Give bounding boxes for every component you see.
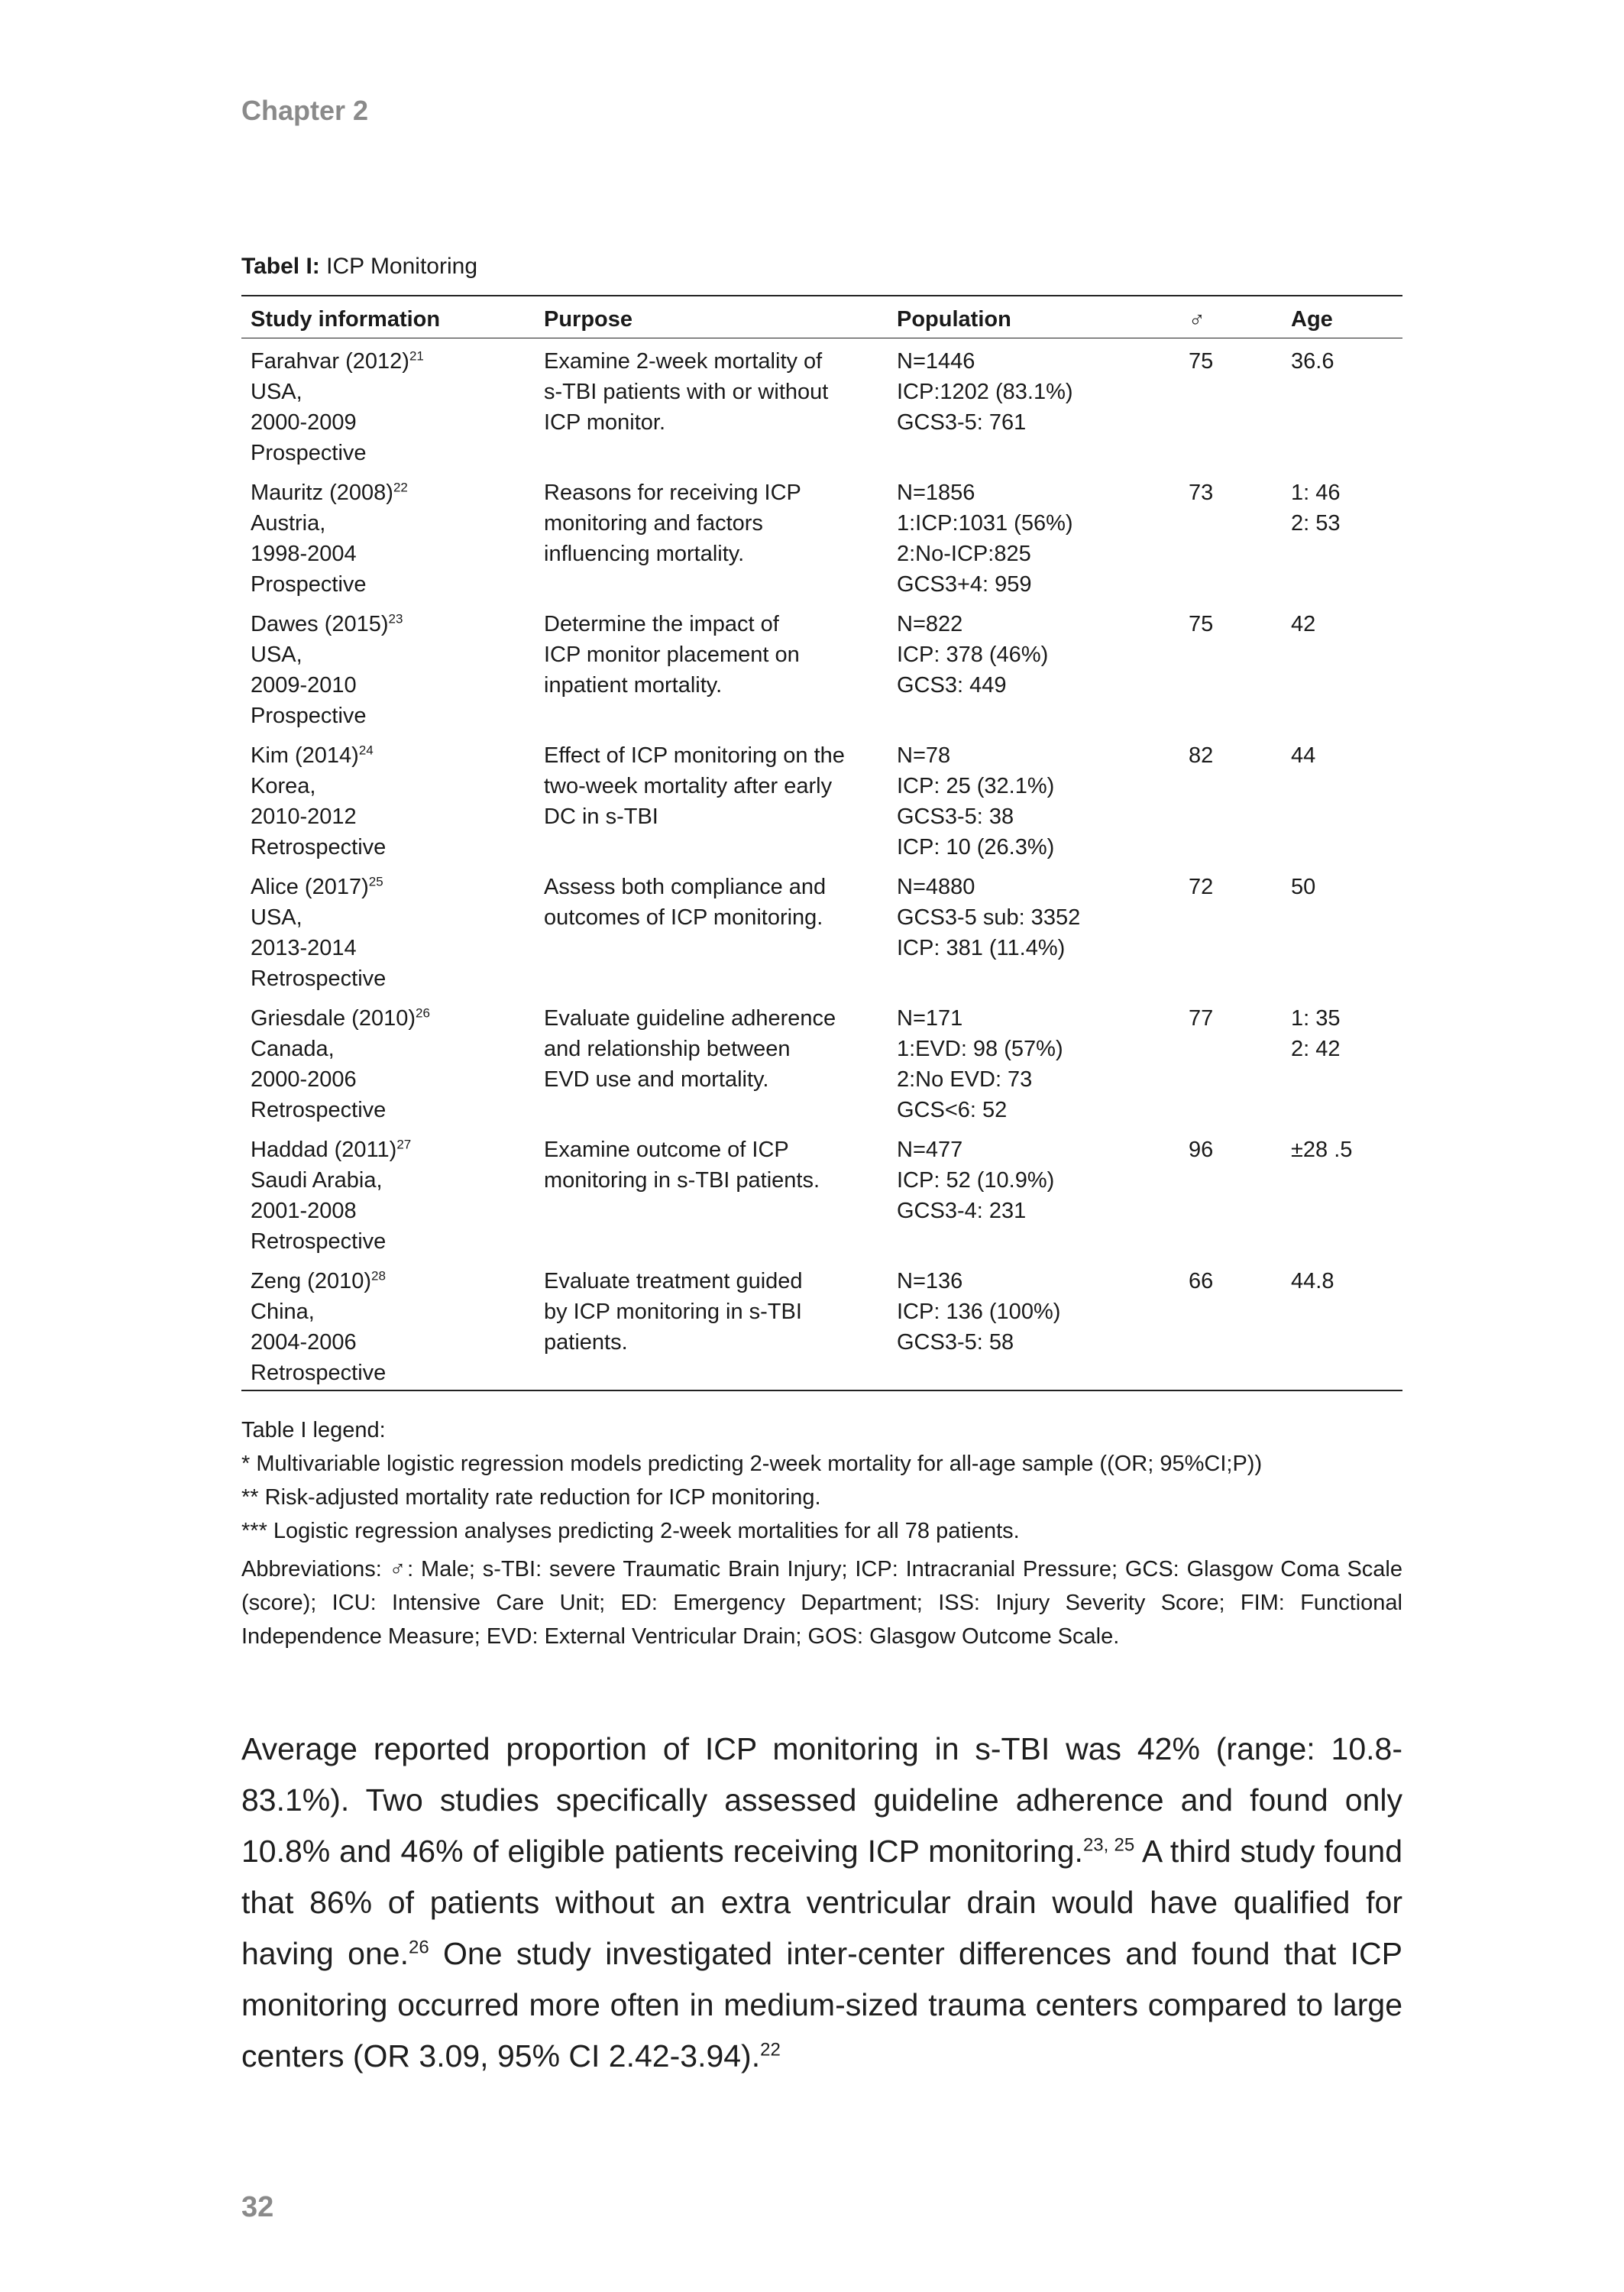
age-cell-text: 2: 42 <box>1291 1037 1341 1061</box>
study-information-cell <box>241 733 535 864</box>
purpose-cell-line <box>544 539 888 569</box>
study-information-cell-text: Canada, <box>251 1037 335 1061</box>
table-row <box>241 733 1402 864</box>
study-information-cell-line <box>251 902 535 933</box>
population-cell-text: N=477 <box>897 1138 963 1162</box>
purpose-cell-text: Evaluate guideline adherence <box>544 1006 836 1031</box>
study-information-cell-text: Retrospective <box>251 966 387 991</box>
age-cell-line <box>1291 478 1402 508</box>
study-information-cell-line <box>251 1297 535 1327</box>
study-information-cell <box>241 1127 535 1258</box>
population-cell-text: GCS3-4: 231 <box>897 1199 1027 1223</box>
table-legend <box>241 1413 1402 1653</box>
purpose-cell-line <box>544 1297 888 1327</box>
population-cell-text: ICP: 136 (100%) <box>897 1300 1061 1324</box>
purpose-cell-line <box>544 1327 888 1358</box>
purpose-cell-line <box>544 639 888 670</box>
purpose-cell-line <box>544 609 888 639</box>
header-study-information: Study information <box>241 296 535 338</box>
population-cell-text: N=1446 <box>897 349 975 374</box>
table-header-row <box>241 296 1402 338</box>
purpose-cell-text: outcomes of ICP monitoring. <box>544 905 823 930</box>
study-information-cell <box>241 1258 535 1390</box>
study-information-cell-line <box>251 771 535 801</box>
purpose-cell-text: DC in s-TBI <box>544 804 658 829</box>
study-information-cell-line <box>251 1003 535 1034</box>
reference-number: 25 <box>368 874 383 889</box>
study-information-cell-line <box>251 1135 535 1165</box>
purpose-cell-line <box>544 1266 888 1297</box>
population-cell-line <box>897 478 1179 508</box>
purpose-cell-line <box>544 1034 888 1064</box>
age-cell-text: 1: 35 <box>1291 1006 1341 1031</box>
male-percent-cell: 72 <box>1189 875 1214 899</box>
age-cell-line <box>1291 1135 1402 1165</box>
study-information-cell-text: 2010-2012 <box>251 804 357 829</box>
age-cell-line <box>1291 1266 1402 1297</box>
population-cell <box>888 338 1179 471</box>
population-cell-line <box>897 771 1179 801</box>
purpose-cell-text: and relationship between <box>544 1037 791 1061</box>
purpose-cell <box>535 470 888 601</box>
study-information-cell <box>241 470 535 601</box>
reference-number: 27 <box>396 1137 412 1152</box>
purpose-cell-text: Evaluate treatment guided <box>544 1269 803 1293</box>
population-cell-text: GCS3: 449 <box>897 673 1007 698</box>
population-cell-line <box>897 1327 1179 1358</box>
study-information-cell-text: Prospective <box>251 572 367 597</box>
study-information-cell-line <box>251 1095 535 1125</box>
age-cell-text: 44 <box>1291 743 1316 768</box>
study-information-cell-text: Haddad (2011) <box>251 1138 397 1162</box>
population-cell-line <box>897 1003 1179 1034</box>
population-cell <box>888 995 1179 1127</box>
table-row <box>241 1127 1402 1258</box>
age-cell-line <box>1291 346 1402 377</box>
study-information-cell-text: 2000-2006 <box>251 1067 357 1092</box>
table-row <box>241 601 1402 733</box>
population-cell-text: N=1856 <box>897 481 975 505</box>
age-cell <box>1282 1258 1402 1390</box>
population-cell-line <box>897 1165 1179 1196</box>
purpose-cell-line <box>544 478 888 508</box>
purpose-cell <box>535 995 888 1127</box>
purpose-cell-text: s-TBI patients with or without <box>544 380 829 404</box>
population-cell-text: ICP: 10 (26.3%) <box>897 835 1055 860</box>
study-information-cell-text: USA, <box>251 380 302 404</box>
study-information-cell-line <box>251 569 535 600</box>
study-information-cell-line <box>251 801 535 832</box>
age-cell-text: 36.6 <box>1291 349 1334 374</box>
purpose-cell-line <box>544 1165 888 1196</box>
population-cell-line <box>897 670 1179 701</box>
study-information-cell-text: Alice (2017) <box>251 875 369 899</box>
study-information-cell-text: Griesdale (2010) <box>251 1006 416 1031</box>
study-information-cell-line <box>251 508 535 539</box>
study-information-cell <box>241 864 535 995</box>
population-cell-text: 2:No EVD: 73 <box>897 1067 1033 1092</box>
age-cell <box>1282 338 1402 471</box>
male-percent-cell: 73 <box>1189 481 1214 505</box>
population-cell-line <box>897 508 1179 539</box>
study-information-cell-text: Kim (2014) <box>251 743 359 768</box>
citation-ref: 26 <box>408 1937 429 1958</box>
study-information-cell-line <box>251 639 535 670</box>
table-row <box>241 470 1402 601</box>
age-cell <box>1282 601 1402 733</box>
purpose-cell <box>535 338 888 471</box>
purpose-cell-line <box>544 1135 888 1165</box>
population-cell-line <box>897 377 1179 407</box>
purpose-cell-text: Examine outcome of ICP <box>544 1138 789 1162</box>
age-cell-text: 50 <box>1291 875 1316 899</box>
male-percent-cell: 75 <box>1189 349 1214 374</box>
study-information-cell-text: China, <box>251 1300 315 1324</box>
study-information-cell-text: 1998-2004 <box>251 542 357 566</box>
body-text-part: Average reported proportion of ICP monitoring in s-TBI was 42% (range: 10.8-83.1%). Two studies specifically assessed guideline adherence and found only 10.8% and 46% of eligible patients receiving ICP monitoring. <box>241 1731 1402 1869</box>
purpose-cell-line <box>544 508 888 539</box>
population-cell-line <box>897 1064 1179 1095</box>
purpose-cell <box>535 1127 888 1258</box>
population-cell-line <box>897 407 1179 438</box>
age-cell-line <box>1291 508 1402 539</box>
male-percent-cell: 96 <box>1189 1138 1214 1162</box>
study-information-cell-line <box>251 872 535 902</box>
study-information-cell-text: USA, <box>251 905 302 930</box>
male-percent-cell: 75 <box>1189 612 1214 636</box>
study-information-cell-text: Retrospective <box>251 835 387 860</box>
study-information-cell-line <box>251 377 535 407</box>
age-cell-line <box>1291 872 1402 902</box>
purpose-cell-text: EVD use and mortality. <box>544 1067 769 1092</box>
population-cell-line <box>897 832 1179 863</box>
purpose-cell-text: monitoring and factors <box>544 511 763 536</box>
population-cell-text: GCS3-5: 58 <box>897 1330 1014 1355</box>
study-information-cell-line <box>251 1226 535 1257</box>
page-number: 32 <box>241 2191 274 2223</box>
study-information-cell-text: Mauritz (2008) <box>251 481 393 505</box>
population-cell-text: ICP: 381 (11.4%) <box>897 936 1066 960</box>
population-cell-line <box>897 1297 1179 1327</box>
study-information-cell-line <box>251 1266 535 1297</box>
study-information-cell-line <box>251 701 535 731</box>
table-caption-title: ICP Monitoring <box>326 254 478 279</box>
study-information-cell-line <box>251 1165 535 1196</box>
population-cell-line <box>897 639 1179 670</box>
age-cell <box>1282 470 1402 601</box>
age-cell-text: 2: 53 <box>1291 511 1341 536</box>
population-cell-text: 1:ICP:1031 (56%) <box>897 511 1073 536</box>
table-body <box>241 338 1402 1391</box>
study-information-cell-line <box>251 933 535 963</box>
study-information-cell-text: 2009-2010 <box>251 673 357 698</box>
purpose-cell <box>535 733 888 864</box>
population-cell <box>888 733 1179 864</box>
study-information-cell-text: Retrospective <box>251 1098 387 1122</box>
age-cell-line <box>1291 1003 1402 1034</box>
population-cell-text: 1:EVD: 98 (57%) <box>897 1037 1063 1061</box>
legend-note: *** Logistic regression analyses predicting 2-week mortalities for all 78 patients. <box>241 1519 1020 1543</box>
icp-monitoring-table <box>241 295 1402 1391</box>
population-cell-text: ICP: 52 (10.9%) <box>897 1168 1055 1193</box>
purpose-cell-line <box>544 407 888 438</box>
age-cell <box>1282 995 1402 1127</box>
header-population: Population <box>888 296 1179 338</box>
study-information-cell-line <box>251 438 535 468</box>
study-information-cell <box>241 338 535 471</box>
purpose-cell <box>535 864 888 995</box>
study-information-cell-line <box>251 1358 535 1388</box>
study-information-cell-line <box>251 407 535 438</box>
body-paragraph <box>241 1724 1402 2082</box>
table-row <box>241 338 1402 471</box>
legend-note: * Multivariable logistic regression models predicting 2-week mortality for all-age sample ((OR; 95%CI;P)) <box>241 1452 1263 1476</box>
table-row <box>241 995 1402 1127</box>
study-information-cell-line <box>251 963 535 994</box>
reference-number: 22 <box>393 480 408 495</box>
population-cell-line <box>897 609 1179 639</box>
purpose-cell-text: Assess both compliance and <box>544 875 827 899</box>
purpose-cell-text: influencing mortality. <box>544 542 745 566</box>
legend-note: ** Risk-adjusted mortality rate reduction for ICP monitoring. <box>241 1485 821 1510</box>
purpose-cell-text: inpatient mortality. <box>544 673 723 698</box>
header-male-symbol: ♂ <box>1179 296 1282 338</box>
purpose-cell-text: Examine 2-week mortality of <box>544 349 823 374</box>
population-cell-text: ICP: 378 (46%) <box>897 643 1049 667</box>
study-information-cell-text: Dawes (2015) <box>251 612 389 636</box>
population-cell-line <box>897 1095 1179 1125</box>
population-cell-text: GCS3-5: 761 <box>897 410 1027 435</box>
purpose-cell-line <box>544 872 888 902</box>
purpose-cell-text: Reasons for receiving ICP <box>544 481 801 505</box>
population-cell <box>888 1258 1179 1390</box>
population-cell-text: N=171 <box>897 1006 963 1031</box>
population-cell-line <box>897 740 1179 771</box>
study-information-cell-text: Farahvar (2012) <box>251 349 409 374</box>
study-information-cell-text: Retrospective <box>251 1229 387 1254</box>
legend-title: Table I legend: <box>241 1418 386 1442</box>
population-cell-text: GCS<6: 52 <box>897 1098 1008 1122</box>
study-information-cell-line <box>251 1064 535 1095</box>
study-information-cell-text: 2000-2009 <box>251 410 357 435</box>
male-percent-cell: 66 <box>1179 1258 1282 1390</box>
population-cell-line <box>897 346 1179 377</box>
purpose-cell-text: ICP monitor placement on <box>544 643 800 667</box>
purpose-cell-text: Effect of ICP monitoring on the <box>544 743 845 768</box>
body-text-part: One study investigated inter-center differences and found that ICP monitoring occurred more often in medium-sized trauma centers compared to large centers (OR 3.09, 95% CI 2.42-3.94). <box>241 1936 1402 2073</box>
study-information-cell-text: Zeng (2010) <box>251 1269 371 1293</box>
study-information-cell-text: Prospective <box>251 441 367 465</box>
purpose-cell <box>535 1258 888 1390</box>
age-cell-text: ±28 .5 <box>1291 1138 1353 1162</box>
population-cell-line <box>897 801 1179 832</box>
purpose-cell-text: ICP monitor. <box>544 410 666 435</box>
population-cell <box>888 601 1179 733</box>
citation-ref: 22 <box>760 2039 781 2061</box>
age-cell-line <box>1291 609 1402 639</box>
purpose-cell-line <box>544 346 888 377</box>
table-row <box>241 1258 1402 1390</box>
population-cell-text: ICP:1202 (83.1%) <box>897 380 1073 404</box>
age-cell-line <box>1291 1034 1402 1064</box>
population-cell <box>888 470 1179 601</box>
population-cell-text: GCS3+4: 959 <box>897 572 1032 597</box>
population-cell-text: GCS3-5 sub: 3352 <box>897 905 1081 930</box>
population-cell-line <box>897 569 1179 600</box>
study-information-cell-line <box>251 478 535 508</box>
study-information-cell-text: Austria, <box>251 511 326 536</box>
chapter-heading: Chapter 2 <box>241 95 369 126</box>
purpose-cell <box>535 601 888 733</box>
study-information-cell <box>241 601 535 733</box>
reference-number: 21 <box>409 348 424 364</box>
study-information-cell-line <box>251 1034 535 1064</box>
population-cell-text: N=78 <box>897 743 951 768</box>
reference-number: 26 <box>416 1005 430 1021</box>
age-cell-line <box>1291 740 1402 771</box>
purpose-cell-text: patients. <box>544 1330 628 1355</box>
population-cell-text: GCS3-5: 38 <box>897 804 1014 829</box>
study-information-cell-text: USA, <box>251 643 302 667</box>
reference-number: 23 <box>388 611 403 626</box>
study-information-cell <box>241 995 535 1127</box>
population-cell-text: N=4880 <box>897 875 975 899</box>
study-information-cell-line <box>251 1327 535 1358</box>
age-cell-text: 44.8 <box>1291 1269 1334 1293</box>
body-text-part: A third study found that 86% of patients without an extra ventricular drain would have qualified for having one. <box>241 1834 1402 1971</box>
purpose-cell-line <box>544 801 888 832</box>
purpose-cell-line <box>544 740 888 771</box>
age-cell-text: 42 <box>1291 612 1316 636</box>
population-cell-text: N=136 <box>897 1269 963 1293</box>
purpose-cell-text: by ICP monitoring in s-TBI <box>544 1300 802 1324</box>
purpose-cell-line <box>544 670 888 701</box>
table-row <box>241 864 1402 995</box>
purpose-cell-line <box>544 1003 888 1034</box>
study-information-cell-line <box>251 609 535 639</box>
purpose-cell-text: monitoring in s-TBI patients. <box>544 1168 820 1193</box>
reference-number: 24 <box>358 743 374 758</box>
study-information-cell-text: Saudi Arabia, <box>251 1168 383 1193</box>
header-purpose: Purpose <box>535 296 888 338</box>
purpose-cell-line <box>544 771 888 801</box>
purpose-cell-line <box>544 1064 888 1095</box>
population-cell-text: ICP: 25 (32.1%) <box>897 774 1055 798</box>
population-cell-line <box>897 1196 1179 1226</box>
population-cell-text: 2:No-ICP:825 <box>897 542 1031 566</box>
population-cell-line <box>897 539 1179 569</box>
purpose-cell-line <box>544 377 888 407</box>
population-cell-line <box>897 933 1179 963</box>
study-information-cell-text: Prospective <box>251 704 367 728</box>
study-information-cell-line <box>251 346 535 377</box>
age-cell <box>1282 733 1402 864</box>
age-cell-text: 1: 46 <box>1291 481 1341 505</box>
study-information-cell-line <box>251 539 535 569</box>
population-cell-line <box>897 872 1179 902</box>
population-cell <box>888 1127 1179 1258</box>
table-caption <box>241 254 477 280</box>
purpose-cell-text: Determine the impact of <box>544 612 779 636</box>
study-information-cell-text: 2013-2014 <box>251 936 357 960</box>
age-cell <box>1282 864 1402 995</box>
study-information-cell-text: Retrospective <box>251 1361 387 1385</box>
population-cell-line <box>897 902 1179 933</box>
population-cell <box>888 864 1179 995</box>
study-information-cell-text: 2004-2006 <box>251 1330 357 1355</box>
population-cell-line <box>897 1266 1179 1297</box>
population-cell-line <box>897 1135 1179 1165</box>
study-information-cell-line <box>251 740 535 771</box>
study-information-cell-line <box>251 670 535 701</box>
study-information-cell-text: Korea, <box>251 774 316 798</box>
icp-monitoring-table-container <box>241 295 1402 1391</box>
study-information-cell-line <box>251 832 535 863</box>
study-information-cell-text: 2001-2008 <box>251 1199 357 1223</box>
population-cell-line <box>897 1034 1179 1064</box>
table-caption-label: Tabel I: <box>241 254 320 279</box>
citation-ref: 23, 25 <box>1082 1834 1135 1856</box>
legend-abbreviations: Abbreviations: ♂: Male; s-TBI: severe Traumatic Brain Injury; ICP: Intracranial Pressure; GCS: Glasgow Coma Scale (score); ICU: Intensive Care Unit; ED: Emergency Department; ISS: Injury Severity Score; FIM: Functional Independence Measure; EVD: External Ventricular Drain; GOS: Glasgow Outcome Scale. <box>241 1557 1402 1649</box>
age-cell <box>1282 1127 1402 1258</box>
purpose-cell-text: two-week mortality after early <box>544 774 833 798</box>
male-percent-cell: 77 <box>1189 1006 1214 1031</box>
header-age: Age <box>1282 296 1402 338</box>
population-cell-text: N=822 <box>897 612 963 636</box>
male-percent-cell: 82 <box>1189 743 1214 768</box>
reference-number: 28 <box>371 1268 386 1284</box>
purpose-cell-line <box>544 902 888 933</box>
study-information-cell-line <box>251 1196 535 1226</box>
